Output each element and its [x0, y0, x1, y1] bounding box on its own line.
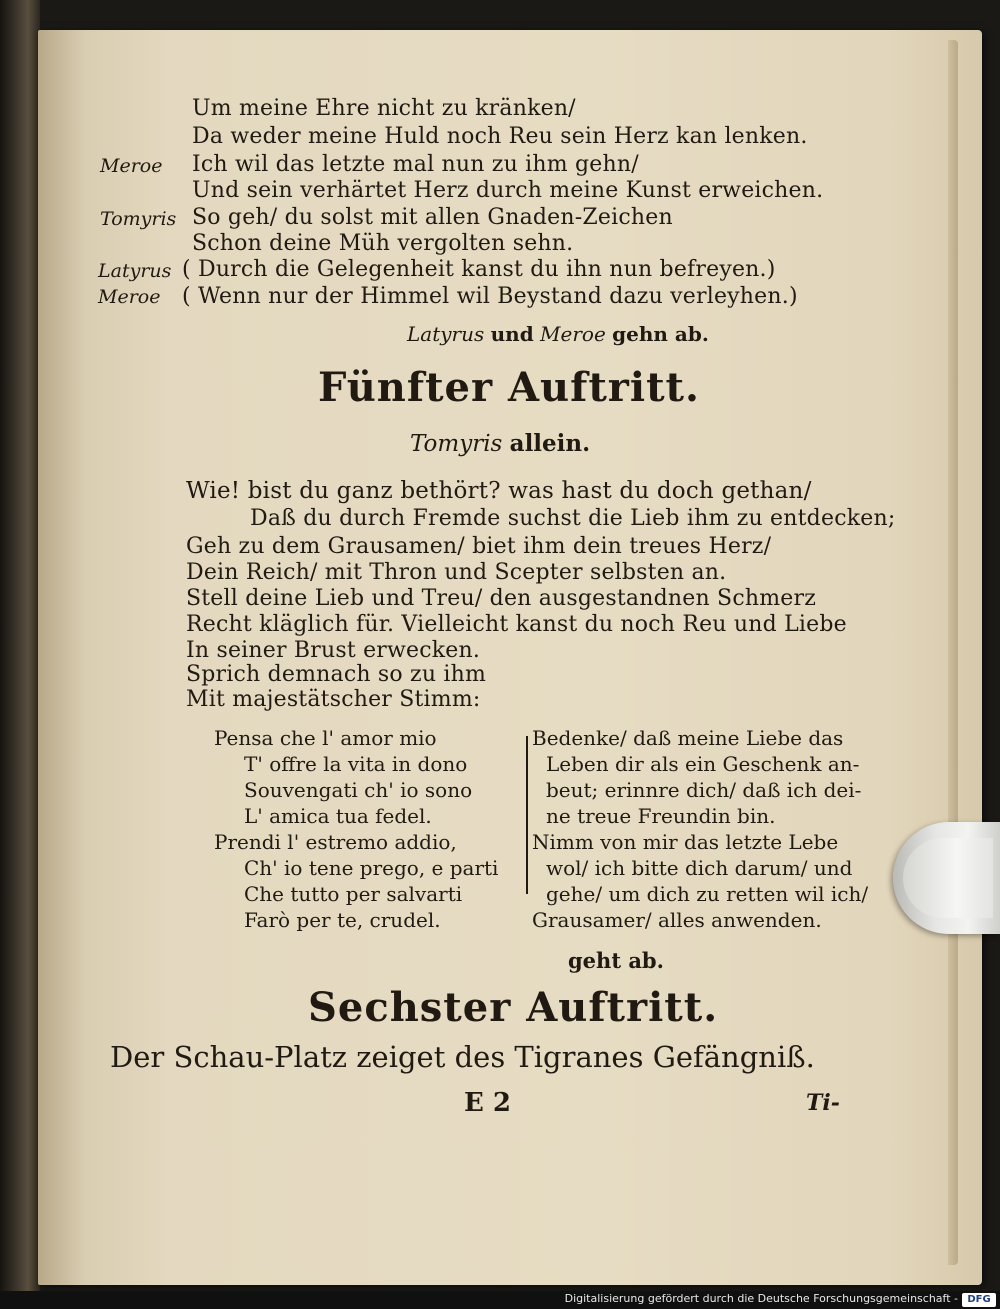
monologue-line: Dein Reich/ mit Thron und Scepter selbsten an. [186, 560, 727, 585]
verse-line: So geh/ du solst mit allen Gnaden-Zeichen [192, 205, 673, 230]
monologue-line: In seiner Brust erwecken. [186, 638, 481, 663]
monologue-line: Mit majestätscher Stimm: [186, 687, 481, 712]
aria-german-line: wol/ ich bitte dich darum/ und [546, 856, 853, 880]
catchword: Ti- [806, 1090, 840, 1116]
stage-direction-action: gehn ab. [612, 322, 709, 346]
scene-character: Tomyris [410, 431, 503, 457]
verse-line: Da weder meine Huld noch Reu sein Herz kan lenken. [192, 124, 808, 149]
verse-line: ( Wenn nur der Himmel wil Beystand dazu verleyhen.) [182, 284, 798, 309]
verse-line: Schon deine Müh vergolten sehn. [192, 231, 574, 256]
monologue-line: Wie! bist du ganz bethört? was hast du doch gethan/ [186, 478, 812, 504]
aria-italian-line: Pensa che l' amor mio [214, 726, 437, 750]
speaker-label: Latyrus [98, 260, 172, 282]
monologue-line: Recht kläglich für. Vielleicht kanst du noch Reu und Liebe [186, 612, 847, 637]
aria-italian-line: Prendi l' estremo addio, [214, 830, 457, 854]
aria-german-line: ne treue Freundin bin. [546, 804, 776, 828]
aria-italian-line: L' amica tua fedel. [244, 804, 432, 828]
verse-line: Um meine Ehre nicht zu kränken/ [192, 96, 576, 121]
speaker-label: Meroe [98, 286, 161, 308]
scene-heading: Sechster Auftritt. [308, 984, 719, 1031]
verse-line: Ich wil das letzte mal nun zu ihm gehn/ [192, 152, 639, 177]
page-stack-edge [948, 40, 958, 1265]
signature-mark: E 2 [464, 1088, 511, 1118]
speaker-label: Meroe [100, 155, 163, 177]
aria-italian-line: Ch' io tene prego, e parti [244, 856, 499, 880]
book-clip-highlight [903, 838, 993, 918]
monologue-line: Sprich demnach so zu ihm [186, 662, 487, 687]
exit-direction: geht ab. [568, 948, 664, 973]
scene-character-note: allein. [509, 430, 591, 457]
verse-line: Und sein verhärtet Herz durch meine Kunst erweichen. [192, 178, 824, 203]
aria-italian-line: T' offre la vita in dono [244, 752, 468, 776]
aria-german-line: Bedenke/ daß meine Liebe das [532, 726, 844, 750]
left-page-edge [0, 0, 40, 1309]
scene-heading: Fünfter Auftritt. [318, 364, 700, 411]
aria-italian-line: Farò per te, crudel. [244, 908, 441, 932]
monologue-line: Daß du durch Fremde suchst die Lieb ihm zu entdecken; [250, 506, 896, 531]
aria-italian-line: Che tutto per salvarti [244, 882, 463, 906]
stage-direction [407, 322, 709, 346]
scene-setting: Der Schau-Platz zeiget des Tigranes Gefängniß. [110, 1040, 815, 1074]
stage-direction-conjunction: und [490, 322, 534, 346]
monologue-line: Geh zu dem Grausamen/ biet ihm dein treues Herz/ [186, 534, 772, 559]
dfg-logo: DFG [962, 1293, 996, 1307]
column-divider [526, 736, 528, 894]
stage-direction-names: Meroe [540, 322, 606, 346]
verse-line: ( Durch die Gelegenheit kanst du ihn nun befreyen.) [182, 257, 776, 282]
aria-german-line: Leben dir als ein Geschenk an- [546, 752, 860, 776]
stage-direction-names: Latyrus [407, 322, 485, 346]
scene-subheading [410, 430, 590, 457]
aria-german-line: Nimm von mir das letzte Lebe [532, 830, 839, 854]
aria-german-line: gehe/ um dich zu retten wil ich/ [546, 882, 869, 906]
monologue-line: Stell deine Lieb und Treu/ den ausgestandnen Schmerz [186, 586, 816, 611]
speaker-label: Tomyris [100, 208, 177, 230]
aria-german-line: Grausamer/ alles anwenden. [532, 908, 822, 932]
aria-german-line: beut; erinnre dich/ daß ich dei- [546, 778, 862, 802]
funding-credit: Digitalisierung gefördert durch die Deutsche Forschungsgemeinschaft - [564, 1292, 958, 1305]
aria-italian-line: Souvengati ch' io sono [244, 778, 473, 802]
footer-bar [0, 1291, 1000, 1309]
